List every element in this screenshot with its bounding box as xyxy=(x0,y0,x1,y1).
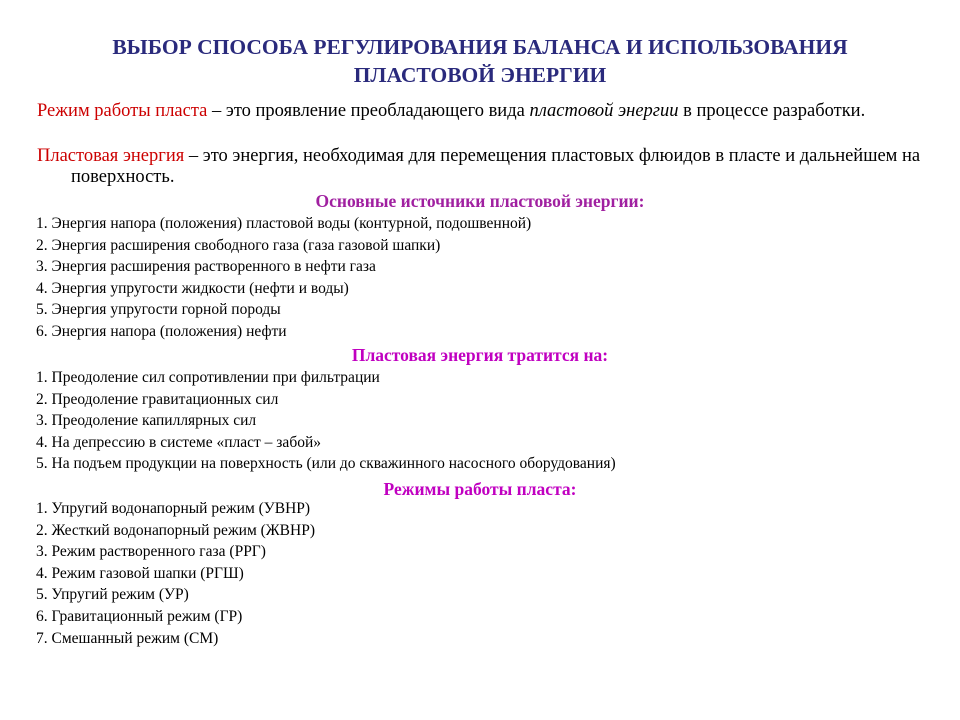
definition-text-before: это проявление преобладающего вида xyxy=(225,101,530,121)
list-item: 4. Режим газовой шапки (РГШ) xyxy=(36,564,244,582)
definition-dash: – xyxy=(184,146,203,166)
list-item: 1. Энергия напора (положения) пластовой воды (контурной, подошвенной) xyxy=(36,215,532,232)
list-item: 2. Жесткий водонапорный режим (ЖВНР) xyxy=(36,521,315,539)
list-energy-spent xyxy=(36,367,616,475)
heading-reservoir-modes: Режимы работы пласта: xyxy=(383,479,577,499)
slide-title-line-1: ВЫБОР СПОСОБА РЕГУЛИРОВАНИЯ БАЛАНСА И ИСПОЛЬЗОВАНИЯ xyxy=(112,35,848,59)
list-item: 3. Режим растворенного газа (РРГ) xyxy=(36,543,266,561)
definition-reservoir-energy xyxy=(37,146,960,188)
list-item: 2. Преодоление гравитационных сил xyxy=(36,390,279,408)
list-item: 4. Энергия упругости жидкости (нефти и воды) xyxy=(36,279,349,297)
slide-title xyxy=(40,33,920,89)
list-item: 6. Гравитационный режим (ГР) xyxy=(36,607,243,625)
list-item: 1. Преодоление сил сопротивлении при фильтрации xyxy=(36,369,380,386)
list-item: 5. Энергия упругости горной породы xyxy=(36,301,281,319)
heading-energy-spent: Пластовая энергия тратится на: xyxy=(351,345,609,365)
list-reservoir-modes xyxy=(36,498,315,649)
list-item: 1. Упругий водонапорный режим (УВНР) xyxy=(36,500,311,517)
definition-dash: – xyxy=(207,101,226,121)
list-item: 6. Энергия напора (положения) нефти xyxy=(36,322,287,340)
list-energy-sources xyxy=(36,213,531,343)
list-item: 5. На подъем продукции на поверхность (или до скважинного насосного оборудования) xyxy=(36,455,616,473)
slide-title-line-2: ПЛАСТОВОЙ ЭНЕРГИИ xyxy=(353,63,607,87)
term-reservoir-mode: Режим работы пласта xyxy=(37,101,208,121)
term-reservoir-energy: Пластовая энергия xyxy=(37,146,185,166)
heading-energy-sources: Основные источники пластовой энергии: xyxy=(315,191,645,211)
definition-text-after: в процессе разработки. xyxy=(678,101,866,121)
list-item: 4. На депрессию в системе «пласт – забой» xyxy=(36,433,321,451)
list-item: 2. Энергия расширения свободного газа (газа газовой шапки) xyxy=(36,236,441,254)
definition-reservoir-mode xyxy=(37,101,960,122)
list-item: 7. Смешанный режим (СМ) xyxy=(36,629,219,647)
definition-emphasis: пластовой энергии xyxy=(529,101,679,121)
list-item: 5. Упругий режим (УР) xyxy=(36,586,189,604)
list-item: 3. Преодоление капиллярных сил xyxy=(36,412,257,430)
definition-text: это энергия, необходимая для перемещения пластовых флюидов в пласте и дальнейшем на поверхность. xyxy=(71,146,921,187)
list-item: 3. Энергия расширения растворенного в нефти газа xyxy=(36,258,376,276)
